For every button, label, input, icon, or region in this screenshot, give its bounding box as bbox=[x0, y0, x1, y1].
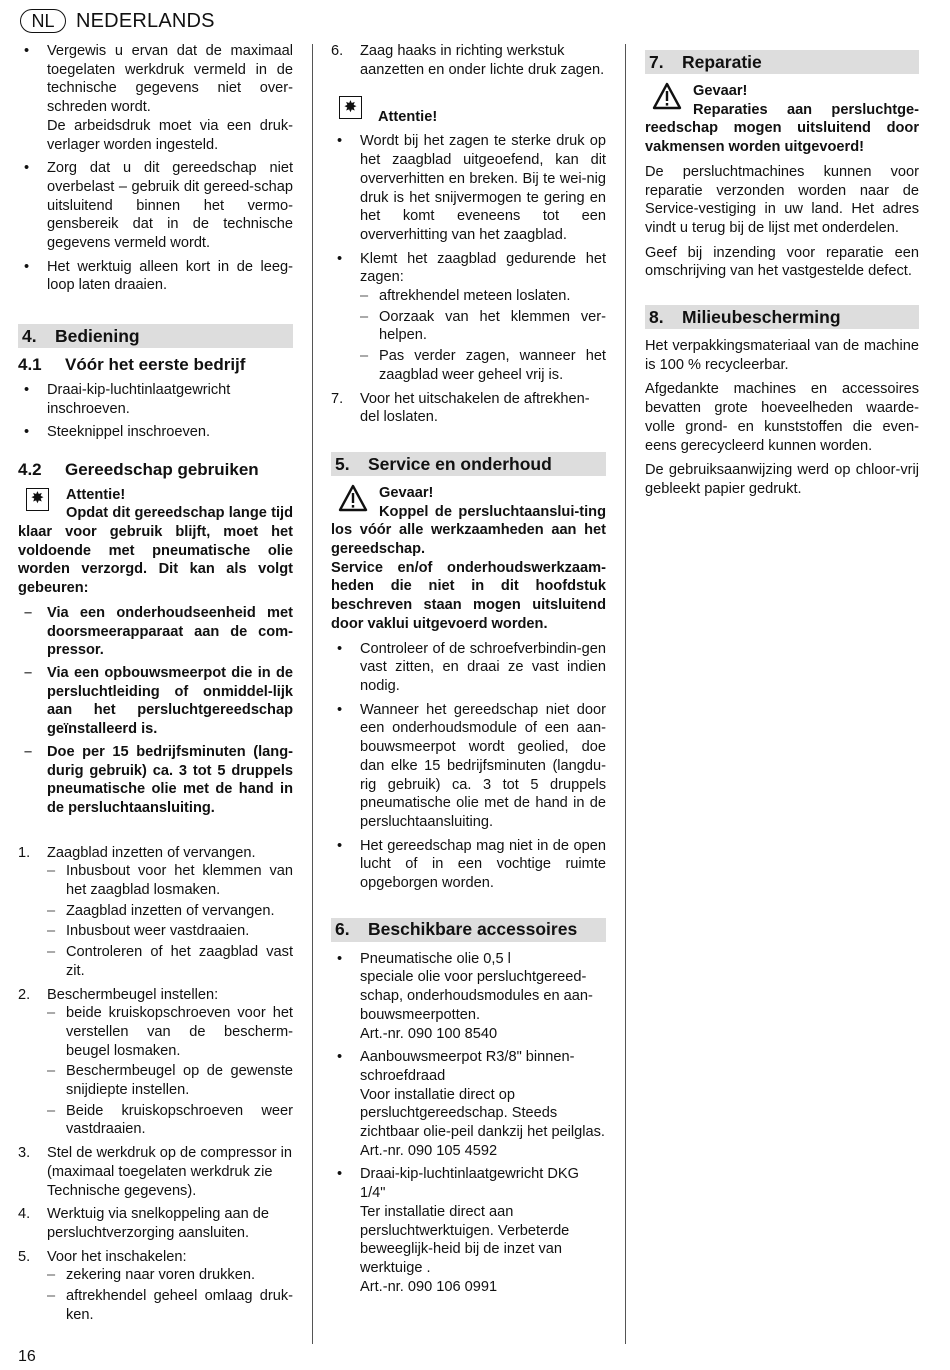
attention-box-icon: ✸ bbox=[339, 96, 362, 119]
subheading-4-1: 4.1 Vóór het eerste bedrijf bbox=[18, 355, 246, 375]
danger-text: Koppel de persluchtaanslui-ting los vóór alle werkzaamheden aan het gereedschap. bbox=[331, 503, 606, 558]
list-item: – zekering naar voren drukken. bbox=[47, 1266, 293, 1285]
list-item: • Zorg dat u dit gereedschap niet overbelast – gebruik dit gereed-schap uitsluitend binnen het vermo-gensbereik dat in de technische gegevens vermeld wordt. bbox=[18, 159, 293, 253]
paragraph: Het verpakkingsmateriaal van de machine is 100 % recycleerbar. bbox=[645, 338, 919, 373]
paragraph: Afgedankte machines en accessoires bevatten grote hoeveelheden waarde-volle grond- en kunststoffen die even-eens gerecycleerd kunnen worden. bbox=[645, 381, 919, 454]
warning-triangle-icon bbox=[338, 484, 368, 512]
page-number: 16 bbox=[18, 1348, 36, 1365]
list-item: – Inbusbout voor het klemmen van het zaagblad losmaken. bbox=[47, 862, 293, 899]
accessory-item: • Draai-kip-luchtinlaatgewricht DKG 1/4" Ter installatie direct aan persluchtwerktuigen. Verbeterde beweeglijk-heid bij de inzet van werktuige . Art.-nr. 090 106 0991 bbox=[331, 1165, 606, 1296]
page-header bbox=[20, 8, 215, 34]
list-item: – aftrekhendel geheel omlaag druk-ken. bbox=[47, 1287, 293, 1324]
list-item: – Controleren of het zaagblad vast zit. bbox=[47, 943, 293, 980]
list-item: • Draai-kip-luchtinlaatgewricht inschroeven. bbox=[18, 381, 293, 418]
attention-notice: ✸ Attentie! Opdat dit gereedschap lange tijd klaar voor gebruik blijft, moet het voldoende met pneumatische olie worden verzorgd. Dit kan als volgt gebeuren: bbox=[18, 486, 293, 597]
list-item: • Het werktuig alleen kort in de leeg-loop laten draaien. bbox=[18, 258, 293, 295]
section-heading-4: 4. Bediening bbox=[18, 324, 293, 348]
step-3: 3. Stel de werkdruk op de compressor in (maximaal toegelaten werkdruk zie Technische gegevens). bbox=[18, 1145, 292, 1199]
list-item: – Zaagblad inzetten of vervangen. bbox=[47, 902, 293, 921]
step-5: 5. Voor het inschakelen: – zekering naar voren drukken. – aftrekhendel geheel omlaag druk-ken. bbox=[18, 1248, 293, 1325]
danger-notice: Gevaar! Reparaties aan persluchtge-reedschap mogen uitsluitend door vakmensen worden uitgevoerd! bbox=[645, 83, 919, 156]
list-item: • Steeknippel inschroeven. bbox=[18, 423, 293, 442]
list-item: • Controleer of de schroefverbindin-gen vast zitten, en draai ze vast indien nodig. bbox=[331, 640, 606, 696]
list-item: • Wordt bij het zagen te sterke druk op het zaagblad uitgeoefend, kan dit oververhitten en breken. Bij te wei-nig druk is het snijvermogen te gering en het komt eveneens tot een oververhitting van het zaagblad. bbox=[331, 132, 606, 244]
language-badge: NL bbox=[20, 9, 66, 33]
danger-text: Reparaties aan persluchtge-reedschap mogen uitsluitend door vakmensen worden uitgevoerd! bbox=[645, 101, 919, 156]
list-item: • Vergewis u ervan dat de maximaal toegelaten werkdruk vermeld in de technische gegevens niet over-schreden wordt. De arbeidsdruk moet via een druk-verlager worden ingesteld. bbox=[18, 42, 293, 154]
column-3 bbox=[645, 42, 919, 505]
language-title: NEDERLANDS bbox=[76, 9, 215, 32]
paragraph: De persluchtmachines kunnen voor reparatie verzonden worden naar de Service-vestiging in uw land. Het adres vindt u terug bij de lijst met onderdelen. bbox=[645, 163, 919, 236]
list-item: – beide kruiskopschroeven voor het verstellen van de bescherm-beugel losmaken. bbox=[47, 1004, 293, 1060]
step-2: 2. Beschermbeugel instellen: – beide kruiskopschroeven voor het verstellen van de bescherm-beugel losmaken. – Beschermbeugel op de gewenste snijdiepte instellen. – Beide kruiskopschroeven weer vastdraaien. bbox=[18, 986, 293, 1140]
section-heading-6: 6. Beschikbare accessoires bbox=[331, 918, 606, 942]
list-item: • Klemt het zaagblad gedurende het zagen: – aftrekhendel meteen loslaten. – Oorzaak van het klemmen ver-helpen. – Pas verder zagen, wanneer het zaagblad weer geheel vrij is. bbox=[331, 250, 606, 385]
step-4: 4. Werktuig via snelkoppeling aan de persluchtverzorging aansluiten. bbox=[18, 1206, 270, 1241]
list-item: • Wanneer het gereedschap niet door een onderhoudsmodule of een aan-bouwsmeerpot wordt geolied, doe dan elke 15 bedrijfsminuten (langdu-rig gebruik) ca. 3 tot 5 druppels pneumatische olie met de hand in de persluchtaansluiting. bbox=[331, 701, 606, 832]
subheading-4-2: 4.2 Gereedschap gebruiken bbox=[18, 459, 259, 479]
column-1 bbox=[18, 42, 293, 1329]
list-item: – aftrekhendel meteen loslaten. bbox=[360, 287, 606, 306]
section-heading-7: 7. Reparatie bbox=[645, 50, 919, 74]
list-item: – Beschermbeugel op de gewenste snijdiepte instellen. bbox=[47, 1062, 293, 1099]
list-item: – Inbusbout weer vastdraaien. bbox=[47, 922, 293, 941]
list-item: – Pas verder zagen, wanneer het zaagblad weer geheel vrij is. bbox=[360, 347, 606, 384]
paragraph: Geef bij inzending voor reparatie een omschrijving van het vastgestelde defect. bbox=[645, 244, 919, 280]
list-item: – Via een opbouwsmeerpot die in de persluchtleiding of onmiddel-lijk aan het persluchtgereedschap geïnstalleerd is. bbox=[18, 664, 293, 739]
warning-triangle-icon bbox=[652, 82, 682, 110]
accessory-item: • Pneumatische olie 0,5 l speciale olie voor persluchtgereed-schap, onderhoudsmodules en aan-bouwsmeerpotten. Art.-nr. 090 100 8540 bbox=[331, 950, 606, 1044]
step-6: 6. Zaag haaks in richting werkstuk aanzetten en onder lichte druk zagen. bbox=[331, 43, 605, 78]
list-item: • Het gereedschap mag niet in de open lucht of in een vochtige ruimte opgeborgen worden. bbox=[331, 837, 606, 893]
column-2 bbox=[331, 42, 606, 1301]
list-item: – Oorzaak van het klemmen ver-helpen. bbox=[360, 308, 606, 345]
attention-notice: ✸ Attentie! bbox=[331, 98, 606, 126]
section-heading-5: 5. Service en onderhoud bbox=[331, 452, 606, 476]
attention-box-icon: ✸ bbox=[26, 488, 49, 511]
danger-notice: Gevaar! Koppel de persluchtaanslui-ting los vóór alle werkzaamheden aan het gereedschap. Service en/of onderhoudswerkzaam-heden die niet in dit hoofdstuk beschreven staan mogen uitsluitend door vaklui uitgevoerd worden. bbox=[331, 484, 606, 632]
step-7: 7. Voor het uitschakelen de aftrekhen-del loslaten. bbox=[331, 390, 590, 426]
section-heading-8: 8. Milieubescherming bbox=[645, 305, 919, 329]
column-divider bbox=[312, 44, 313, 1344]
list-item: – Beide kruiskopschroeven weer vastdraaien. bbox=[47, 1102, 293, 1139]
list-item: – Doe per 15 bedrijfsminuten (lang-durig gebruik) ca. 3 tot 5 druppels pneumatische olie met de hand in de persluchtaansluiting. bbox=[18, 743, 293, 818]
column-divider bbox=[625, 44, 626, 1344]
step-1: 1. Zaagblad inzetten of vervangen. – Inbusbout voor het klemmen van het zaagblad losmaken. – Zaagblad inzetten of vervangen. – Inbusbout weer vastdraaien. – Controleren of het zaagblad vast zit. bbox=[18, 844, 293, 981]
attention-text: Opdat dit gereedschap lange tijd klaar voor gebruik blijft, moet het voldoende met pneumatische olie worden verzorgd. Dit kan als volgt gebeuren: bbox=[18, 505, 293, 597]
list-item: – Via een onderhoudseenheid met doorsmeerapparaat aan de com-pressor. bbox=[18, 604, 293, 660]
accessory-item: • Aanbouwsmeerpot R3/8" binnen-schroefdraad Voor installatie direct op persluchtgereedschap. Steeds zichtbaar olie-peil dankzij het peilglas. Art.-nr. 090 105 4592 bbox=[331, 1048, 606, 1160]
paragraph: De gebruiksaanwijzing werd op chloor-vrij gebleekt papier gedrukt. bbox=[645, 462, 919, 497]
danger-text: Service en/of onderhoudswerkzaam-heden die niet in dit hoofdstuk beschreven staan mogen uitsluitend door vaklui uitgevoerd worden. bbox=[331, 559, 606, 632]
